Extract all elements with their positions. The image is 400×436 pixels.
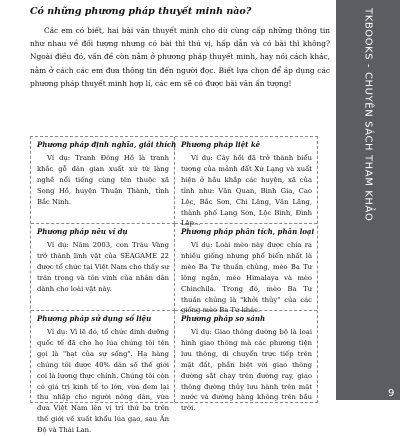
intro-paragraph: Các em có biết, hai bài văn thuyết minh cho dù cùng cấp những thông tin như nhau về đối tượng nhưng có bài thì thú vị, hấp dẫn và có bài thì không? Ngoài điều đó, vấn đề còn nằm ở phương pháp thuyết minh, hay nói cách khác, nằm ở cách các em đưa thông tin đến người đọc. Biết lựa chọn để áp dụng các phương pháp thuyết minh hợp lí, các em sẽ có được bài văn ấn tượng! xyxy=(30,26,330,88)
method-example: Ví dụ: Năm 2003, con Trâu Vàng trở thành linh vật của SEAGAME 22 được tổ chức tại Việt Nam cho thấy sự trân trọng và tôn vinh của nhân dân dành cho loài vật này. xyxy=(37,241,169,293)
method-example: Ví dụ: Loài mèo này được chia ra nhiều giống nhưng phổ biến nhất là mèo Ba Tư thuần chủng, mèo Ba Tư lông ngắn, mèo Himalaya và mèo Chinchila. Trong đó, mèo Ba Tư thuần chủng là "khởi thủy" của các giống mèo Ba Tư khác. xyxy=(181,241,312,315)
method-title: Phương pháp so sánh xyxy=(181,314,266,323)
method-example: Ví dụ: Giao thông đường bộ là loại hình giao thông mà các phương tiện lưu thông, di chuyển trực tiếp trên mặt đất, phần biệt với giao thông đường sắt chạy trên đường ray, giao thông đường thủy lưu hành trên mặt nước và đường hàng không trên bầu trời. xyxy=(181,328,312,413)
method-title: Phương pháp định nghĩa, giải thích xyxy=(37,140,177,149)
method-example: Ví dụ: Vì lẽ đó, tổ chức dinh dưỡng quốc tế đã cho họ lúa chúng tôi tên gọi là "hạt của sự sống". Hạ hàng chúng tôi được 40% dân số thế giới coi là lương thực chính. Chúng tôi còn có giá trị kinh tế to lớn, vừa đem lại thu nhập cho người nông dân, vừa đưa Việt Nam lên vị trí thứ ba trên thế giới về xuất khẩu lúa gạo, sau Ấn Độ và Thái Lan. xyxy=(37,328,169,435)
section-heading: Có những phương pháp thuyết minh nào? xyxy=(30,6,252,17)
method-example: Ví dụ: Tranh Đông Hồ là tranh khắc gỗ dân gian xuất xứ từ làng nghề nổi tiếng cùng tên thuộc xã Song Hồ, huyện Thuận Thành, tỉnh Bắc Ninh. xyxy=(37,154,169,206)
method-cell xyxy=(175,311,317,413)
method-title: Phương pháp sử dụng số liệu xyxy=(37,314,152,323)
methods-table xyxy=(30,136,318,435)
method-title: Phương pháp nêu ví dụ xyxy=(37,227,128,236)
method-cell xyxy=(175,224,317,315)
page-number: 9 xyxy=(388,388,395,399)
method-cell xyxy=(31,137,175,224)
method-title: Phương pháp phân tích, phân loại xyxy=(181,227,315,236)
method-cell xyxy=(175,137,317,228)
method-example: Ví dụ: Cây hồi đã trở thành biểu tượng của mảnh đất Xứ Lạng và xuất hiện ở hầu khắp các huyện, xã của tỉnh như: Văn Quan, Bình Gia, Cao Lộc, Bắc Sơn, Chi Lăng, Văn Lãng, thành phố Lạng Sơn, Lộc Bình, Đình Lập... xyxy=(181,154,312,228)
method-cell xyxy=(31,311,175,435)
method-cell xyxy=(31,224,175,311)
side-tab-label: TKBOOKS - CHUYÊN SÁCH THAM KHẢO xyxy=(362,8,374,222)
method-title: Phương pháp liệt kê xyxy=(181,140,261,149)
